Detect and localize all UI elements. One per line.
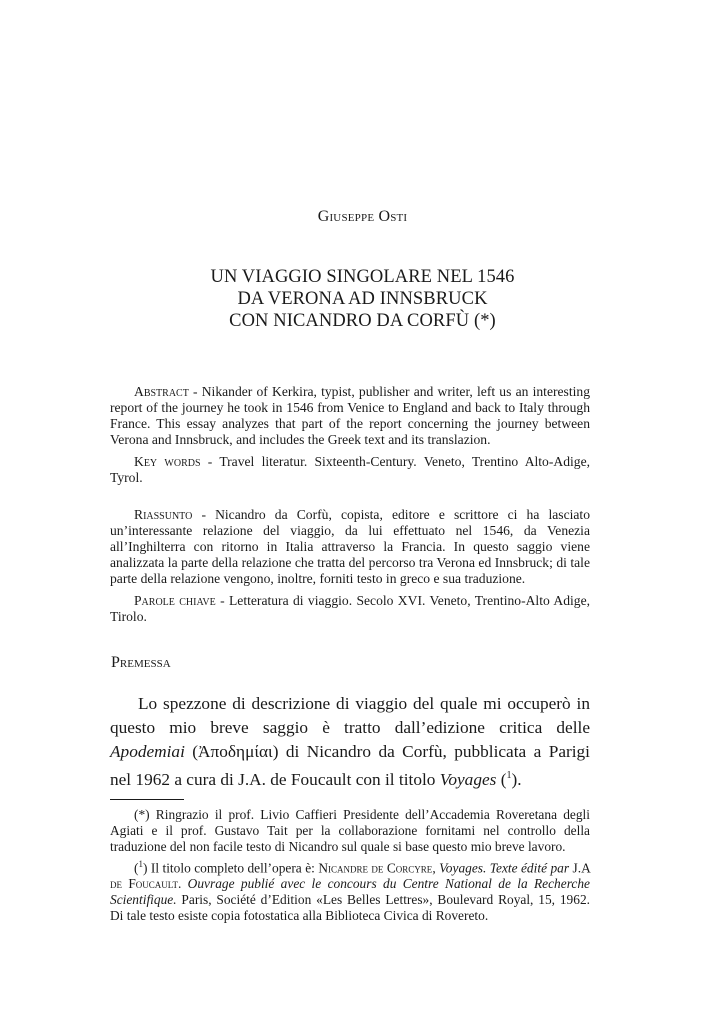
keywords-text: - Travel literatur. Sixteenth-Century. Veneto, Trentino Alto-Adige, Tyrol. — [110, 454, 591, 485]
abstract-text: - Nikander of Kerkira, typist, publisher and writer, left us an interesting report of the journey he took in 1546 from Venice to England and back to Italy through France. This essay analyzes that part of the report concerning the journey between Verona and Innsbruck, and includes the Greek text and its translazion. — [110, 384, 590, 447]
footnote-text-part: ) Il titolo completo dell’opera è: — [142, 860, 319, 876]
keywords-label: Key words — [134, 454, 201, 469]
footnote-book-title: Voyages. Texte édité par — [439, 860, 570, 876]
footnote-publication-note: Ouvrage publié avec le concours du Centre National de la Recherche Scientifique. — [110, 876, 590, 908]
work-title-apodemiai: Apodemiai — [110, 742, 185, 761]
riassunto-text: - Nicandro da Corfù, copista, editore e scrittore ci ha lasciato un’interessante relazione del viaggio, da lui effettuato nel 1546, da Venezia all’Inghilterra con ritorno in Italia attraverso la Francia. In questo saggio viene analizzata la parte della relazione che tratta del percorso tra Verona ed Innsbruck; di tale parte della relazione vengono, inoltre, forniti testo in greco e sua traduzione. — [110, 507, 590, 586]
abstract-label: Abstract — [134, 384, 189, 399]
footnote-1 — [110, 856, 590, 924]
abstract-paragraph — [110, 384, 590, 448]
footnote-separator — [110, 799, 184, 800]
footnote-reference: 1 — [506, 770, 512, 781]
footnote-star: (*) Ringrazio il prof. Livio Caffieri Presidente dell’Accademia Roveretana degli Agiati e il prof. Gustavo Tait per la collaborazione fornitami nel controllo della traduzione del non facile testo di Nicandro sul quale si base questo mio breve lavoro. — [110, 807, 590, 854]
footnote-text-part: , — [432, 860, 440, 876]
footnote-number: 1 — [138, 859, 143, 869]
body-paragraph — [110, 692, 590, 792]
parole-chiave-text: - Letteratura di viaggio. Secolo XVI. Veneto, Trentino-Alto Adige, Tirolo. — [110, 593, 590, 624]
title-line-3: CON NICANDRO DA CORFÙ (*) — [229, 311, 496, 331]
riassunto-block — [110, 507, 590, 625]
title-line-1: UN VIAGGIO SINGOLARE NEL 1546 — [210, 267, 515, 287]
footnote-text-part: J.A — [569, 860, 590, 876]
title-line-2: DA VERONA AD INNSBRUCK — [237, 289, 488, 309]
body-text-part: ). — [511, 769, 522, 789]
footnote-text-part: Paris, Société d’Edition «Les Belles Lettres», Boulevard Royal, 15, 1962. Di tale testo esiste copia fotostatica alla Biblioteca Civica di Rovereto. — [110, 892, 590, 924]
abstract-block — [110, 384, 590, 486]
footnotes — [110, 807, 590, 924]
author-name: Giuseppe Osti — [317, 208, 408, 225]
riassunto-paragraph — [110, 507, 590, 587]
body-text-part: Lo spezzone di descrizione di viaggio del quale mi occuperò in questo mio breve saggio è tratto dall’edizione critica delle — [110, 694, 590, 737]
body-text — [110, 692, 590, 792]
body-text-part: ( — [496, 769, 507, 789]
parole-chiave-label: Parole chiave — [134, 593, 216, 608]
riassunto-label: Riassunto — [134, 507, 193, 522]
parole-chiave-paragraph — [110, 593, 590, 625]
keywords-paragraph — [110, 454, 590, 486]
article-title — [0, 266, 725, 332]
work-title-voyages: Voyages — [439, 769, 497, 789]
section-heading: Premessa — [111, 654, 171, 671]
body-text-part: (Ἀποδημίαι) di Nicandro da Corfù, pubblicata a Parigi nel 1962 a cura di J.A. de Foucault con il titolo — [110, 742, 590, 789]
footnote-text-part: ( — [134, 860, 139, 876]
footnote-text-part: . — [177, 876, 188, 892]
footnote-author-name: Nicandre de Corcyre — [318, 860, 433, 876]
footnote-editor-name: de Foucault — [110, 876, 178, 892]
